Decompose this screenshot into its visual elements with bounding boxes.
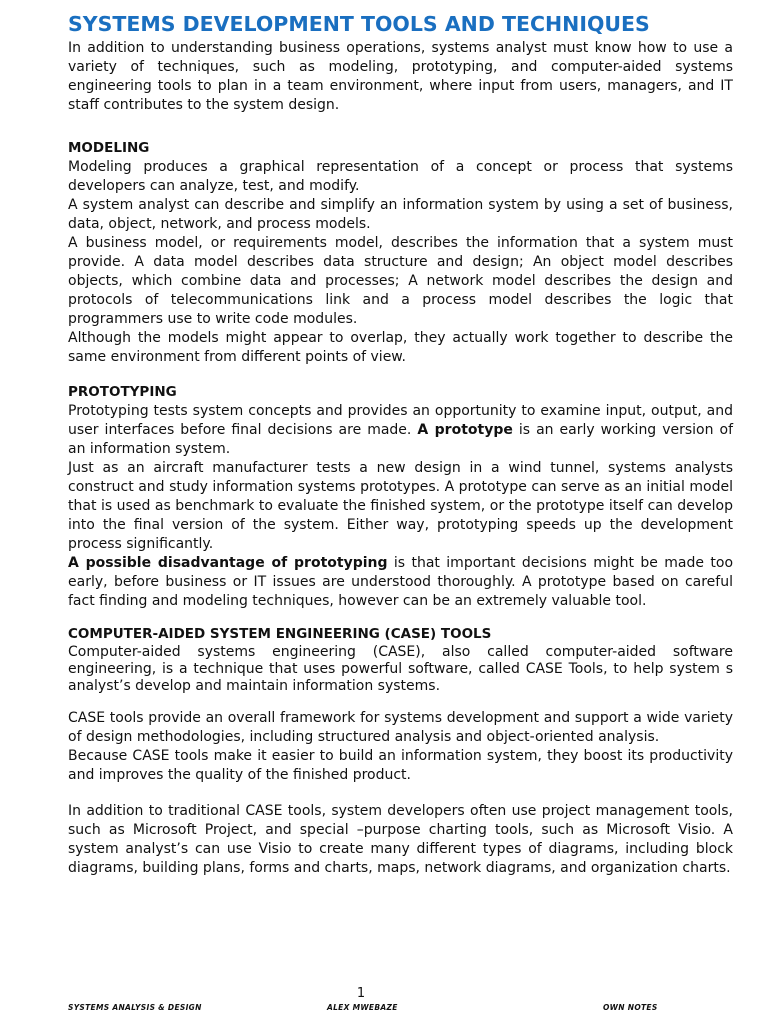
prototyping-text-part: is that important decisions might be made too early, before business or IT issues are understood thoroughly. A prototype based on careful fact finding and modeling techniques, however can be an extremely valuable tool. (68, 555, 734, 609)
case-paragraph-2: CASE tools provide an overall framework for systems development and support a wide variety of design methodologies, including structured analysis and object-oriented analysis. (68, 710, 733, 745)
modeling-paragraph-1: Modeling produces a graphical representation of a concept or process that systems developers can analyze, test, and modify. (68, 159, 733, 194)
section-heading-modeling: MODELING (68, 140, 150, 156)
intro-paragraph: In addition to understanding business operations, systems analyst must know how to use a variety of techniques, such as modeling, prototyping, and computer-aided systems engineering tools to plan in a team environment, where input from users, managers, and IT staff contributes to the system design. (68, 40, 733, 113)
page-footer (68, 1003, 733, 1015)
prototype-term: A prototype (417, 422, 513, 438)
footer-course-title: SYSTEMS ANALYSIS & DESIGN (68, 1003, 202, 1012)
prototyping-paragraph-2: Just as an aircraft manufacturer tests a new design in a wind tunnel, systems analysts construct and study information systems prototypes. A prototype can serve as an initial model that is used as benchmark to evaluate the finished system, or the prototype itself can develop into the final version of the system. Either way, prototyping speeds up the development process significantly. (68, 460, 733, 552)
case-paragraph-3: Because CASE tools make it easier to build an information system, they boost its productivity and improves the quality of the finished product. (68, 748, 733, 783)
prototyping-paragraph-1 (68, 402, 733, 459)
spacer (68, 611, 733, 625)
prototyping-text-part: is an early working version of an information system. (68, 422, 733, 457)
modeling-paragraph-3: A business model, or requirements model, describes the information that a system must provide. A data model describes data structure and design; An object model describes objects, which combine data and processes; A network model describes the design and protocols of telecommunications link and a process model describes the logic that programmers use to write code modules. (68, 235, 733, 327)
spacer (68, 695, 733, 709)
footer-author: ALEX MWEBAZE (327, 1003, 398, 1012)
footer-note-label: OWN NOTES (603, 1003, 658, 1012)
section-heading-prototyping: PROTOTYPING (68, 384, 177, 400)
section-heading-case-tools: COMPUTER-AIDED SYSTEM ENGINEERING (CASE) TOOLS (68, 626, 492, 642)
spacer (68, 115, 733, 139)
disadvantage-term: A possible disadvantage of prototyping (68, 555, 388, 571)
prototyping-text-part: Prototyping tests system concepts and provides an opportunity to examine input, output, and user interfaces before final decisions are made. (68, 403, 733, 438)
case-paragraph-1: Computer-aided systems engineering (CASE), also called computer-aided software engineering, is a technique that uses powerful software, called CASE Tools, to help system s analyst’s develop and maintain information systems. (68, 644, 733, 694)
spacer (68, 367, 733, 383)
spacer (68, 785, 733, 802)
modeling-paragraph-2: A system analyst can describe and simplify an information system by using a set of business, data, object, network, and process models. (68, 197, 733, 232)
prototyping-paragraph-3 (68, 554, 733, 611)
case-paragraph-4: In addition to traditional CASE tools, system developers often use project management tools, such as Microsoft Project, and special –purpose charting tools, such as Microsoft Visio. A system analyst’s can use Visio to create many different types of diagrams, including block diagrams, building plans, forms and charts, maps, network diagrams, and organization charts. (68, 803, 733, 876)
document-page (68, 10, 733, 878)
page-number: 1 (356, 986, 366, 1001)
page-title: SYSTEMS DEVELOPMENT TOOLS AND TECHNIQUES (68, 12, 650, 36)
modeling-paragraph-4: Although the models might appear to overlap, they actually work together to describe the same environment from different points of view. (68, 330, 733, 365)
